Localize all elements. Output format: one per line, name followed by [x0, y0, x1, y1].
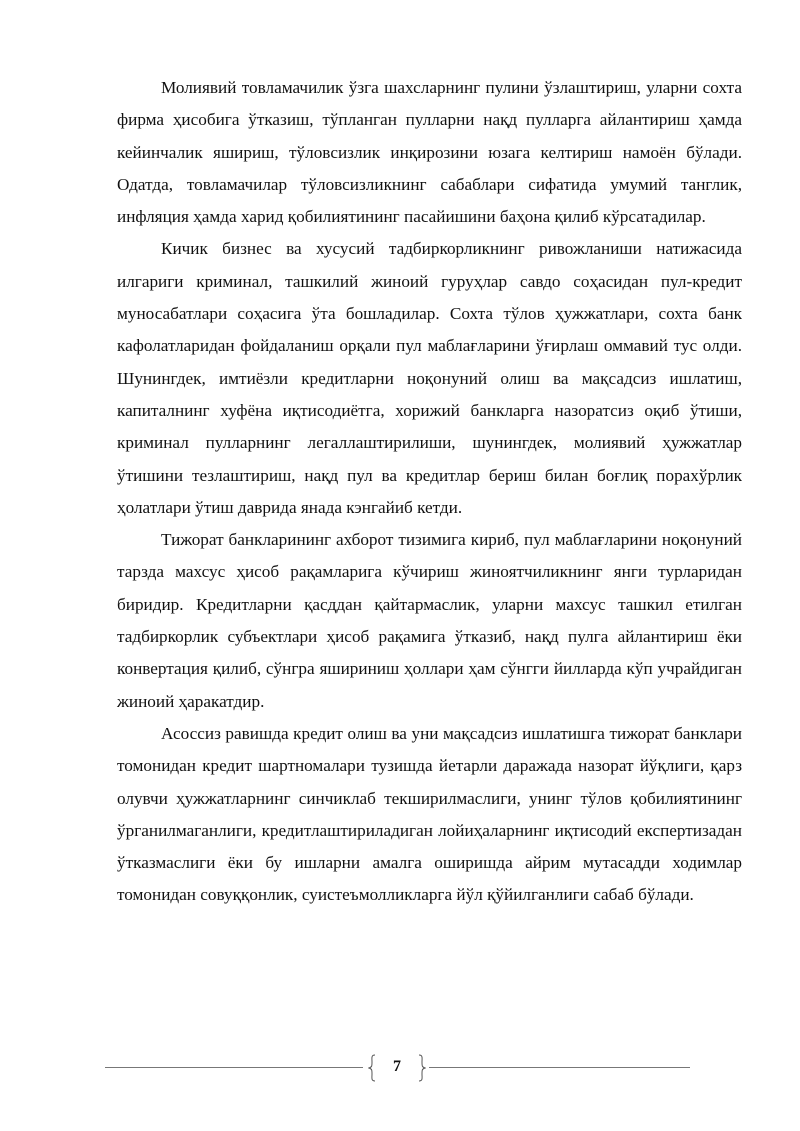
page-number: 7: [393, 1058, 401, 1075]
document-body: [117, 72, 742, 912]
right-brace-icon: [418, 1054, 426, 1082]
paragraph-2: Кичик бизнес ва хусусий тадбиркорликнинг ривожланиши натижасида илгариги криминал, ташкилий жиноий гуруҳлар савдо соҳасидан пул-кредит муносабатлари соҳасига ўта бошладилар. Сохта тўлов ҳужжатлари, сохта банк кафолатларидан фойдаланиш орқали пул маблағларини ўғирлаш оммавий тус олди. Шунингдек, имтиёзли кредитларни ноқонуний олиш ва мақсадсиз ишлатиш, капиталнинг хуфёна иқтисодиётга, хорижий банкларга назоратсиз оқиб ўтиши, криминал пулларнинг легаллаштирилиши, шунингдек, молиявий ҳужжатлар ўтишини тезлаштириш, нақд пул ва кредитлар бериш билан боғлиқ порахўрлик ҳолатлари ўтиш даврида янада кэнгайиб кетди.: [117, 239, 742, 517]
paragraph-4: Асоссиз равишда кредит олиш ва уни мақсадсиз ишлатишга тижорат банклари томонидан кредит шартномалари тузишда йетарли даражада назорат йўқлиги, қарз олувчи ҳужжатларнинг синчиклаб текширилмаслиги, унинг тўлов қобилиятининг ўрганилмаганлиги, кредитлаштириладиган лойиҳаларнинг иқтисодий експертизадан ўтказмаслиги ёки бу ишларни амалга оширишда айрим мутасадди ходимлар томонидан совуққонлик, суистеъмолликларга йўл қўйилганлиги сабаб бўлади.: [117, 723, 742, 905]
page-footer: [105, 1054, 690, 1086]
footer-rule-left: [105, 1067, 363, 1068]
paragraph-1: Молиявий товламачилик ўзга шахсларнинг пулини ўзлаштириш, уларни сохта фирма ҳисобига ўтказиш, тўпланган пулларни нақд пулларга айлантириш ҳамда кейинчалик яшириш, тўловсизлик инқирозини юзага келтириш намоён бўлади. Одатда, товламачилар тўловсизликнинг сабаблари сифатида умумий танглик, инфляция ҳамда харид қобилиятининг пасайишини баҳона қилиб кўрсатадилар.: [117, 78, 742, 227]
page-number-frame: [368, 1054, 426, 1084]
paragraph-3: Тижорат банкларининг ахборот тизимига кириб, пул маблағларини ноқонуний тарзда махсус ҳисоб рақамларига кўчириш жиноятчиликнинг янги турларидан биридир. Кредитларни қасддан қайтармаслик, уларни махсус ташкил етилган тадбиркорлик субъектлари ҳисоб рақамига ўтказиб, нақд пулга айлантириш ёки конвертация қилиб, сўнгра яшириниш ҳоллари ҳам сўнгги йилларда кўп учрайдиган жиноий ҳаракатдир.: [117, 530, 742, 711]
footer-rule-right: [429, 1067, 690, 1068]
